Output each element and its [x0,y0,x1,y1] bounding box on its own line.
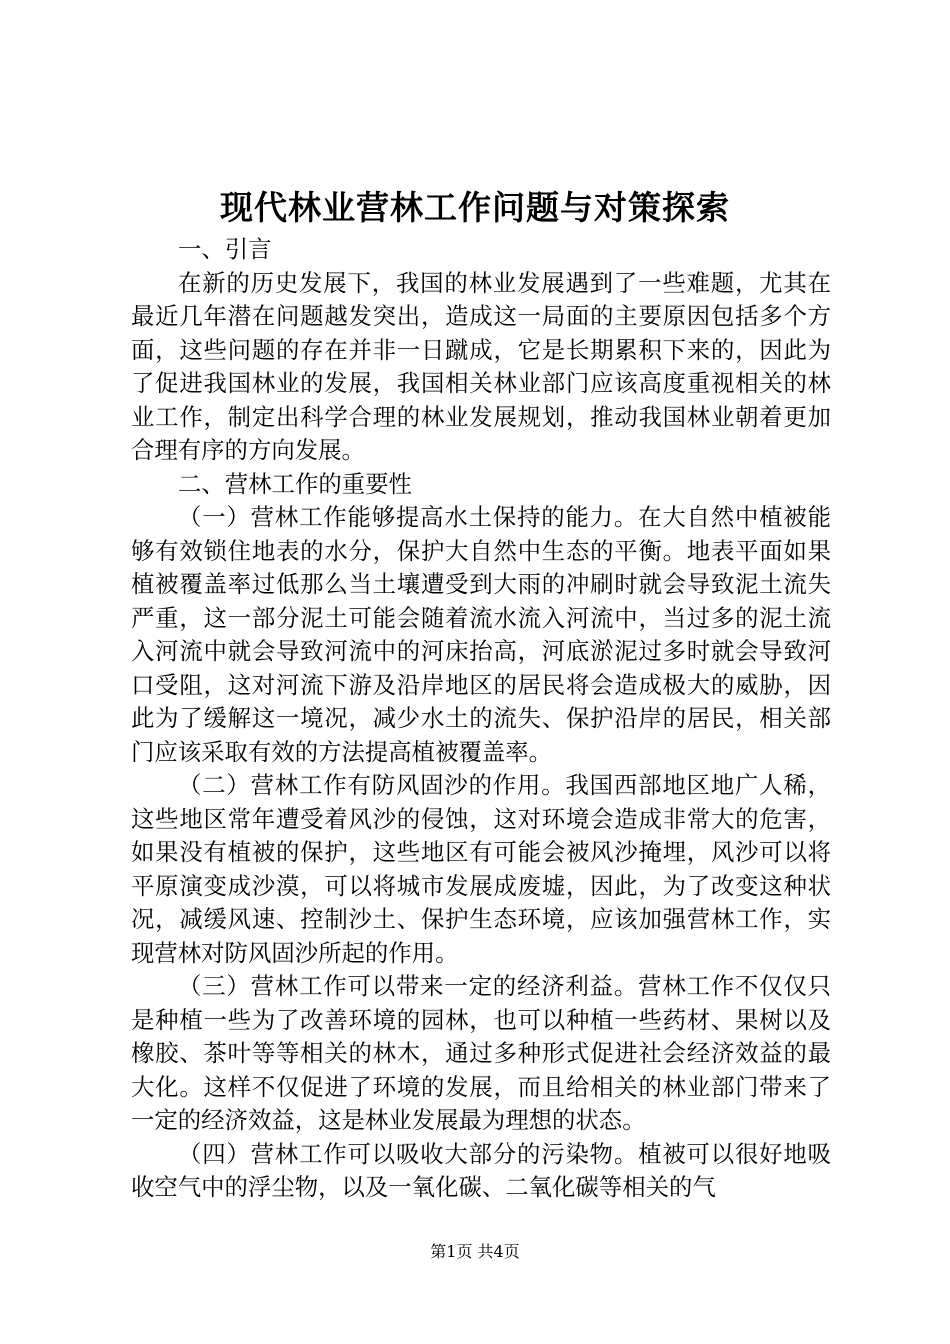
page-footer: 第1页 共4页 [430,1242,520,1261]
section-heading-intro: 一、引言 [178,235,272,263]
paragraph-windbreak: （二）营林工作有防风固沙的作用。我国西部地区地广人稀，这些地区常年遭受着风沙的侵蚀，这对环境会造成非常大的危害，如果没有植被的保护，这些地区有可能会被风沙掩埋，风沙可以将平原演变成沙漠，可以将城市发展成废墟，因此，为了改变这种状况，减缓风速、控制沙土、保护生态环境，应该加强营林工作，实现营林对防风固沙所起的作用。 [131,771,831,967]
document-body [131,233,831,1205]
document-title: 现代林业营林工作问题与对策探索 [220,188,730,227]
paragraph-soil-conservation: （一）营林工作能够提高水土保持的能力。在大自然中植被能够有效锁住地表的水分，保护大自然中生态的平衡。地表平面如果植被覆盖率过低那么当土壤遭受到大雨的冲刷时就会导致泥土流失严重，这一部分泥土可能会随着流水流入河流中，当过多的泥土流入河流中就会导致河流中的河床抬高，河底淤泥过多时就会导致河口受阻，这对河流下游及沿岸地区的居民将会造成极大的威胁，因此为了缓解这一境况，减少水土的流失、保护沿岸的居民，相关部门应该采取有效的方法提高植被覆盖率。 [131,503,831,766]
paragraph-economic-benefit: （三）营林工作可以带来一定的经济利益。营林工作不仅仅只是种植一些为了改善环境的园林，也可以种植一些药材、果树以及橡胶、茶叶等等相关的林木，通过多种形式促进社会经济效益的最大化。这样不仅促进了环境的发展，而且给相关的林业部门带来了一定的经济效益，这是林业发展最为理想的状态。 [131,972,831,1134]
section-heading-importance: 二、营林工作的重要性 [178,469,412,498]
paragraph-intro: 在新的历史发展下，我国的林业发展遇到了一些难题，尤其在最近几年潜在问题越发突出，造成这一局面的主要原因包括多个方面，这些问题的存在并非一日蹴成，它是长期累积下来的，因此为了促进我国林业的发展，我国相关林业部门应该高度重视相关的林业工作，制定出科学合理的林业发展规划，推动我国林业朝着更加合理有序的方向发展。 [131,268,831,464]
paragraph-pollution-absorption: （四）营林工作可以吸收大部分的污染物。植被可以很好地吸收空气中的浮尘物，以及一氧化碳、二氧化碳等相关的气 [131,1139,831,1201]
